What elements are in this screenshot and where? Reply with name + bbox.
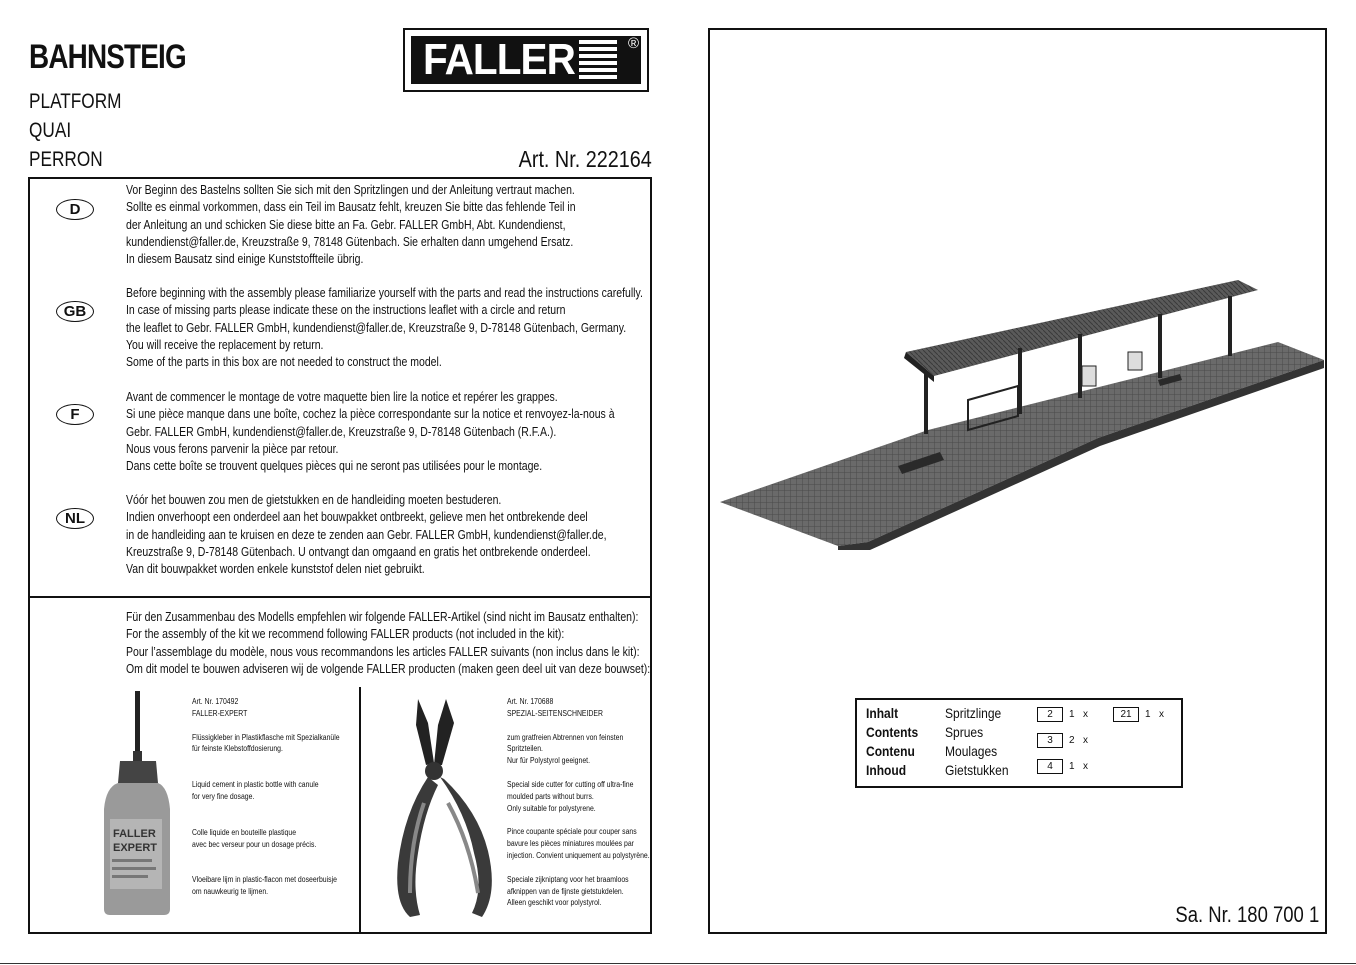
svg-text:FALLER: FALLER (113, 828, 156, 840)
lang-text-gb: Before beginning with the assembly please familiarize yourself with the parts and read the instructions carefully. In case of missing parts please indicate these on the instructions leaflet with a circle and return the leaflet to Gebr. FALLER GmbH, kundendienst@faller.de, Kreuzstraße 9, D-78148 Gütenbach, Germany. You will receive the replacement by return. Some of the parts in this box are not needed to construct the model. (126, 286, 643, 370)
title-french: QUAI (29, 119, 72, 142)
product-cutter-text: Art. Nr. 170688 SPEZIAL-SEITENSCHNEIDER zum gratfreien Abtrennen von feinsten Spritzteilen. Nur für Polystyrol geeignet. Special side cutter for cutting off ultra-fine moulded parts without burrs. Only suitable for polystyrene. Pince coupante spéciale pour couper sans bavure les pièces miniatures moulées par injection. Convient uniquement au polystyrène. Speciale zijkniptang voor het braamloos afknippen van de fijnste gietstukdelen. Alleen geschikt voor polystyrol. (507, 697, 650, 908)
faller-logo (403, 28, 649, 92)
product-glue-text: Art. Nr. 170492 FALLER-EXPERT Flüssigkleber in Plastikflasche mit Spezialkanüle für feinste Klebstoffdosierung. Liquid cement in plastic bottle with canule for very fine dosage. Colle liquide en bouteille plastique avec bec verseur pour un dosage précis. Vloeibare lijm in plastic-flacon met doseerbuisje om nauwkeurig te lijmen. (192, 697, 340, 897)
contents-label-en: Contents (866, 724, 919, 740)
title-english: PLATFORM (29, 90, 122, 113)
registered-mark: ® (627, 35, 639, 52)
sprue-qty: 2 (1069, 735, 1075, 746)
logo-text: FALLER (423, 35, 575, 84)
page-bottom-rule (0, 963, 1356, 964)
contents-label-fr: Contenu (866, 743, 915, 759)
title-dutch: PERRON (29, 148, 103, 171)
model-preview-box (708, 28, 1327, 934)
contents-label-de: Inhalt (866, 705, 899, 721)
bottle-label: EXPERT (113, 842, 158, 854)
lang-badge-f: F (56, 404, 94, 425)
sprue-qty: 1 (1145, 709, 1151, 720)
page-title: BAHNSTEIG (29, 38, 186, 76)
side-cutter-image (374, 693, 500, 921)
sa-number: Sa. Nr. 180 700 1 (1175, 902, 1319, 927)
logo-bars-icon (579, 40, 617, 80)
sprue-number: 21 (1113, 707, 1139, 722)
lang-text-nl: Vóór het bouwen zou men de gietstukken en de handleiding moeten bestuderen. Indien onverhoopt een onderdeel aan het bouwpakket ontbreekt, gelieve men het ontbrekende deel in de handleiding aan te kruisen en deze te zenden aan Gebr. FALLER GmbH, kundendienst@faller.de, Kreuzstraße 9, D-78148 Gütenbach. U ontvangt dan omgaand en gratis het ontbrekende onderdeel. Van dit bouwpakket worden enkele kunststof delen niet gebruikt. (126, 493, 607, 577)
lang-badge-nl: NL (56, 508, 94, 529)
sprue-qty: 1 (1069, 761, 1075, 772)
lang-text-f: Avant de commencer le montage de votre maquette bien lire la notice et repérer les grappes. Si une pièce manque dans une boîte, cochez la pièce correspondante sur la notice et renvoyez-la-nous à Gebr. FALLER GmbH, kundendienst@faller.de, Kreuzstraße 9, D-78148 Gütenbach (R.F.A.). Nous vous ferons parvenir la pièce par retour. Dans cette boîte se trouvent quelques pièces qui ne seront pas utilisées pour le montage. (126, 390, 615, 474)
recommendation-text: Für den Zusammenbau des Modells empfehlen wir folgende FALLER-Artikel (sind nicht im Bausatz enthalten): For the assembly of the kit we recommend following FALLER products (not included in the kit): Pour l’assemblage du modèle, nous vous recommandons les articles FALLER suivants (non inclus dans le kit): Om dit model te bouwen adviseren wij de volgende FALLER producten (maken geen deel uit van deze bouwset): (126, 610, 651, 676)
contents-table (855, 698, 1183, 788)
lang-badge-d: D (56, 199, 94, 220)
lang-text-d: Vor Beginn des Bastelns sollten Sie sich mit den Spritzlingen und der Anleitung vertraut machen. Sollte es einmal vorkommen, dass ein Teil im Bausatz fehlt, kreuzen Sie bitte das fehlende Teil in der Anleitung an und schicken Sie diese bitte an Fa. Gebr. FALLER GmbH, Abt. Kundendienst, kundendienst@faller.de, Kreuzstraße 9, 78148 Gütenbach. Sie erhalten dann umgehend Ersatz. In diesem Bausatz sind einige Kunststoffteile übrig. (126, 183, 576, 267)
contents-value-de: Spritzlinge (945, 705, 1002, 721)
sprue-number: 4 (1037, 759, 1063, 774)
contents-value-en: Sprues (945, 724, 984, 740)
sprue-x: x (1159, 709, 1164, 720)
platform-model-image (718, 280, 1324, 550)
sprue-number: 2 (1037, 707, 1063, 722)
sprue-number: 3 (1037, 733, 1063, 748)
contents-label-nl: Inhoud (866, 762, 907, 778)
lang-badge-gb: GB (56, 301, 94, 322)
contents-value-nl: Gietstukken (945, 762, 1009, 778)
divider-vertical (359, 687, 361, 932)
sprue-x: x (1083, 761, 1088, 772)
sprue-qty: 1 (1069, 709, 1075, 720)
glue-bottle-image (98, 691, 178, 919)
article-number: Art. Nr. 222164 (518, 146, 652, 172)
sprue-x: x (1083, 735, 1088, 746)
contents-value-fr: Moulages (945, 743, 998, 759)
sprue-x: x (1083, 709, 1088, 720)
divider (30, 596, 650, 598)
instructions-box (28, 177, 652, 934)
